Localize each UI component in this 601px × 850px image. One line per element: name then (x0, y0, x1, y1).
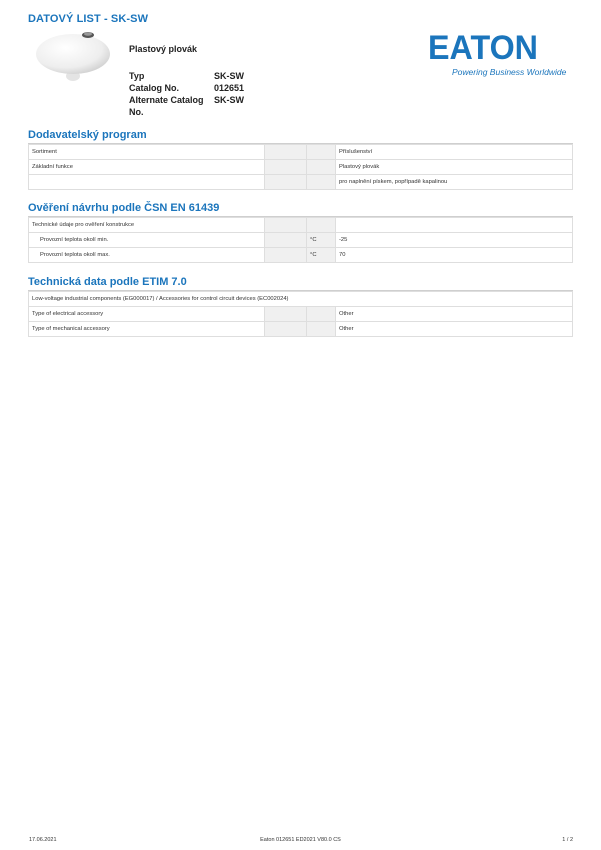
row-unit (307, 218, 336, 233)
row-label: Type of mechanical accessory (29, 322, 265, 337)
spec-row-type (129, 70, 244, 82)
row-label: Sortiment (29, 145, 265, 160)
row-spacer (265, 175, 307, 190)
supplier-table (28, 144, 573, 190)
row-unit: °C (307, 248, 336, 263)
row-spacer (265, 307, 307, 322)
row-spacer (265, 160, 307, 175)
table-row (29, 175, 573, 190)
footer-page-number: 1 / 2 (562, 837, 573, 843)
row-unit (307, 160, 336, 175)
row-value: Other (336, 322, 573, 337)
row-value: pro naplnění pískem, popřípadě kapalinou (336, 175, 573, 190)
row-unit (307, 307, 336, 322)
spec-row-alternate (129, 94, 244, 118)
row-value: Other (336, 307, 573, 322)
row-label: Technické údaje pro ověření konstrukce (29, 218, 265, 233)
row-value: Příslušenství (336, 145, 573, 160)
section-title-supplier: Dodavatelský program (28, 129, 147, 141)
row-label: Type of electrical accessory (29, 307, 265, 322)
row-label: Provozní teplota okolí min. (29, 233, 265, 248)
row-value (336, 218, 573, 233)
table-row (29, 292, 573, 307)
spec-value: 012651 (214, 83, 245, 93)
row-value: 70 (336, 248, 573, 263)
table-row (29, 307, 573, 322)
row-spacer (265, 145, 307, 160)
table-row (29, 322, 573, 337)
spec-key: Alternate Catalog No. (129, 95, 204, 117)
row-spacer (265, 248, 307, 263)
section-title-etim: Technická data podle ETIM 7.0 (28, 276, 187, 288)
etim-table (28, 291, 573, 337)
row-unit (307, 175, 336, 190)
row-spacer (265, 233, 307, 248)
row-value: -25 (336, 233, 573, 248)
product-image (33, 28, 113, 84)
table-row (29, 160, 573, 175)
row-unit: °C (307, 233, 336, 248)
spec-key: Catalog No. (129, 83, 180, 93)
row-unit (307, 145, 336, 160)
logo-text: EATON (428, 30, 538, 64)
row-label: Základní funkce (29, 160, 265, 175)
row-label (29, 175, 265, 190)
table-row (29, 218, 573, 233)
spec-row-catalog (129, 82, 244, 94)
design-verification-table (28, 217, 573, 263)
spec-table (129, 70, 244, 118)
footer-document-id: Eaton 012651 ED2021 V80.0 CS (260, 837, 341, 843)
document-title: DATOVÝ LIST - SK-SW (28, 13, 149, 25)
row-spacer (265, 218, 307, 233)
eaton-logo (428, 30, 538, 64)
spec-value: SK-SW (214, 71, 244, 81)
table-row (29, 233, 573, 248)
brand-tagline: Powering Business Worldwide (452, 67, 567, 77)
table-row (29, 145, 573, 160)
table-row (29, 248, 573, 263)
spec-key: Typ (129, 71, 145, 81)
row-spacer (265, 322, 307, 337)
row-label: Provozní teplota okolí max. (29, 248, 265, 263)
row-unit (307, 322, 336, 337)
etim-classification: Low-voltage industrial components (EG000017) / Accessories for control circuit devices (EC002024) (29, 292, 573, 307)
row-value: Plastový plovák (336, 160, 573, 175)
footer-date: 17.06.2021 (29, 837, 57, 843)
section-title-design-verification: Ověření návrhu podle ČSN EN 61439 (28, 202, 220, 214)
spec-value: SK-SW (214, 95, 244, 105)
product-name: Plastový plovák (129, 44, 198, 54)
